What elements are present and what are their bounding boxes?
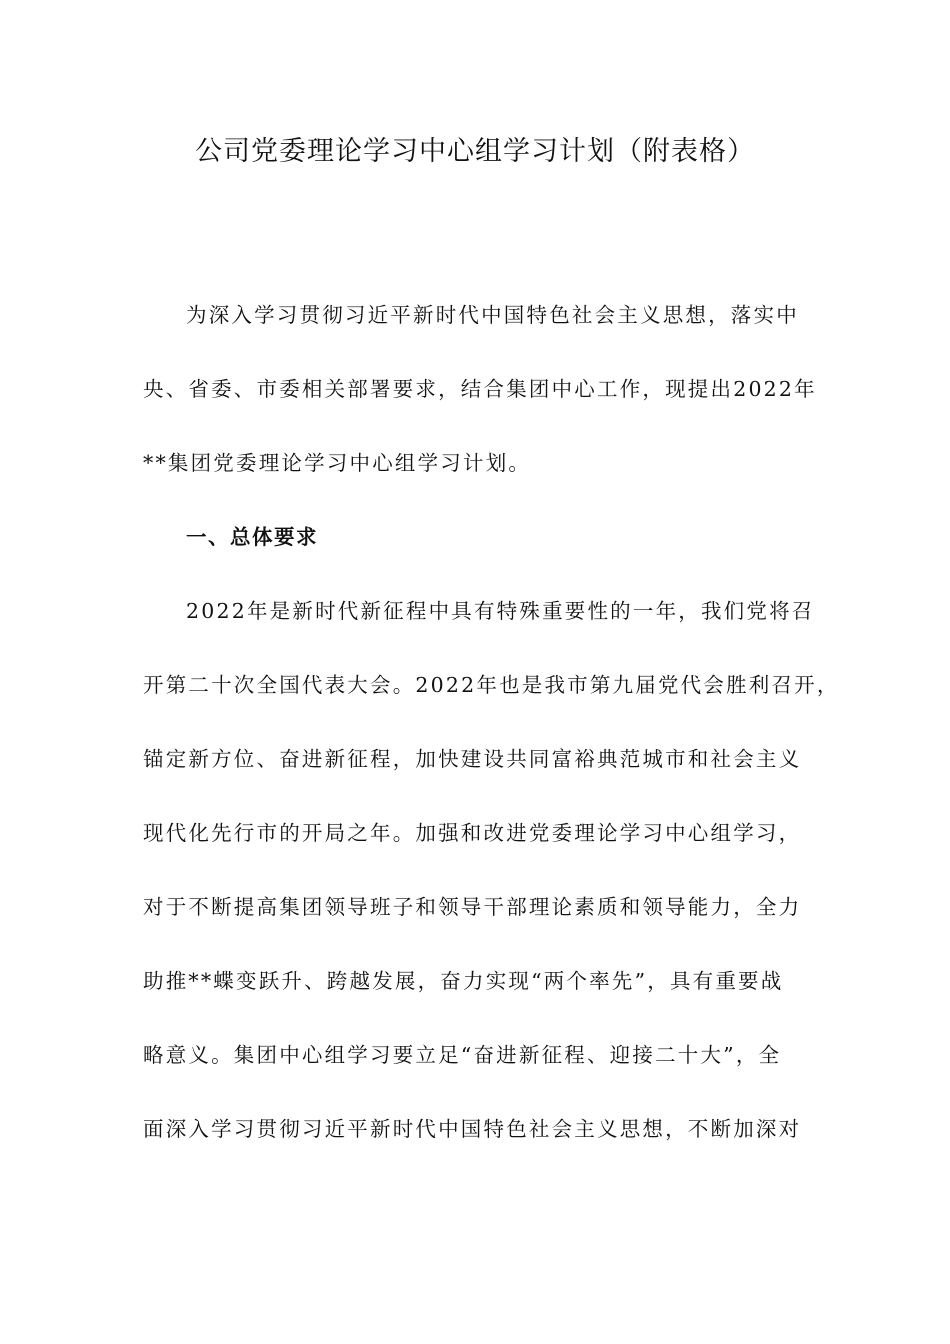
section-line: 面深入学习贯彻习近平新时代中国特色社会主义思想，不断加深对 xyxy=(143,1117,802,1141)
document-body xyxy=(143,278,840,1166)
section-line: 锚定新方位、奋进新征程，加快建设共同富裕典范城市和社会主义 xyxy=(143,747,802,771)
intro-paragraph xyxy=(143,278,817,500)
section-line: 略意义。集团中心组学习要立足“奋进新征程、迎接二十大”，全 xyxy=(143,1043,782,1067)
section-line: 助推**蝶变跃升、跨越发展，奋力实现“两个率先”，具有重要战 xyxy=(143,969,784,993)
section-line: 对于不断提高集团领导班子和领导干部理论素质和领导能力，全力 xyxy=(143,895,802,919)
document-title: 公司党委理论学习中心组学习计划（附表格） xyxy=(195,136,755,167)
intro-line: 为深入学习贯彻习近平新时代中国特色社会主义思想，落实中 xyxy=(186,303,799,327)
intro-line: **集团党委理论学习中心组学习计划。 xyxy=(143,451,532,475)
section-line: 开第二十次全国代表大会。2022年也是我市第九届党代会胜利召开， xyxy=(143,673,840,697)
section-line: 2022年是新时代新征程中具有特殊重要性的一年，我们党将召 xyxy=(186,599,815,623)
intro-line: 央、省委、市委相关部署要求，结合集团中心工作，现提出2022年 xyxy=(143,377,817,401)
section-line: 现代化先行市的开局之年。加强和改进党委理论学习中心组学习， xyxy=(143,821,802,845)
section-paragraph xyxy=(143,574,840,1166)
section-heading-overall-requirements: 一、总体要求 xyxy=(186,525,318,549)
